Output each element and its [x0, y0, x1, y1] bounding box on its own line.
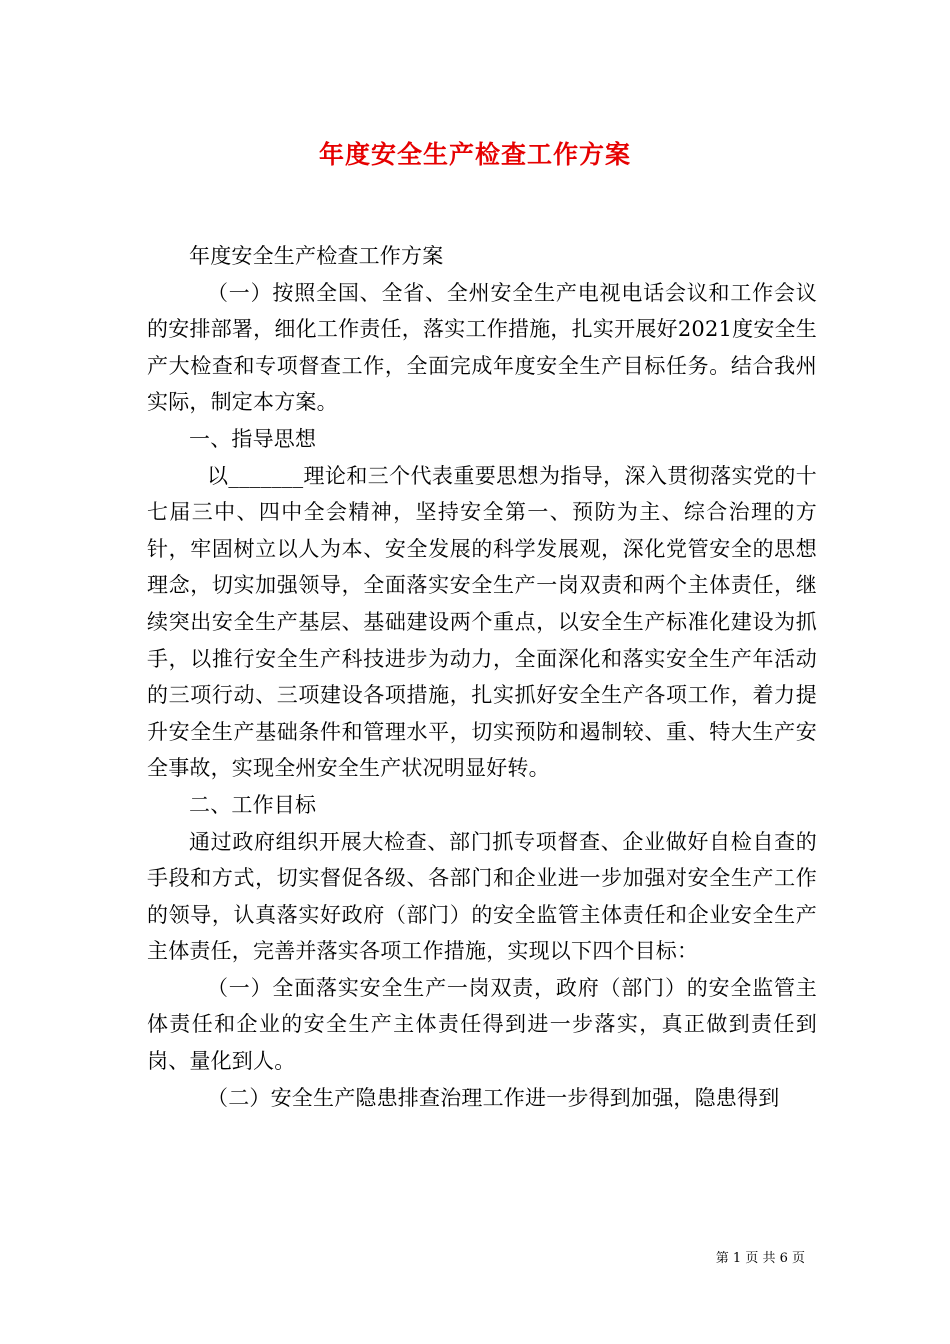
paragraph-goal-one: （一）全面落实安全生产一岗双责，政府（部门）的安全监管主体责任和企业的安全生产主体责任得到进一步落实，真正做到责任到岗、量化到人。: [147, 975, 817, 1074]
paragraph-intro: （一）按照全国、全省、全州安全生产电视电话会议和工作会议的安排部署，细化工作责任，落实工作措施，扎实开展好2021度安全生产大检查和专项督查工作，全面完成年度安全生产目标任务。结合我州实际，制定本方案。: [147, 280, 817, 415]
document-body: [147, 238, 817, 1116]
section-heading-work-goals: 二、工作目标: [189, 792, 317, 817]
paragraph-goal-two: （二）安全生产隐患排查治理工作进一步得到加强，隐患得到: [207, 1085, 780, 1110]
paragraph-work-goals: 通过政府组织开展大检查、部门抓专项督查、企业做好自检自查的手段和方式，切实督促各级、各部门和企业进一步加强对安全生产工作的领导，认真落实好政府（部门）的安全监管主体责任和企业安全生产主体责任，完善并落实各项工作措施，实现以下四个目标：: [147, 829, 817, 964]
page-number-footer: 第 1 页 共 6 页: [715, 1251, 805, 1266]
section-heading-guiding-thought: 一、指导思想: [189, 426, 317, 451]
document-title: 年度安全生产检查工作方案: [318, 140, 631, 169]
paragraph-subtitle: 年度安全生产检查工作方案: [189, 244, 444, 268]
paragraph-guiding-thought: 以_______理论和三个代表重要思想为指导，深入贯彻落实党的十七届三中、四中全会精神，坚持安全第一、预防为主、综合治理的方针，牢固树立以人为本、安全发展的科学发展观，深化党管安全的思想理念，切实加强领导，全面落实安全生产一岗双责和两个主体责任，继续突出安全生产基层、基础建设两个重点，以安全生产标准化建设为抓手，以推行安全生产科技进步为动力，全面深化和落实安全生产年活动的三项行动、三项建设各项措施，扎实抓好安全生产各项工作，着力提升安全生产基础条件和管理水平，切实预防和遏制较、重、特大生产安全事故，实现全州安全生产状况明显好转。: [147, 463, 817, 781]
